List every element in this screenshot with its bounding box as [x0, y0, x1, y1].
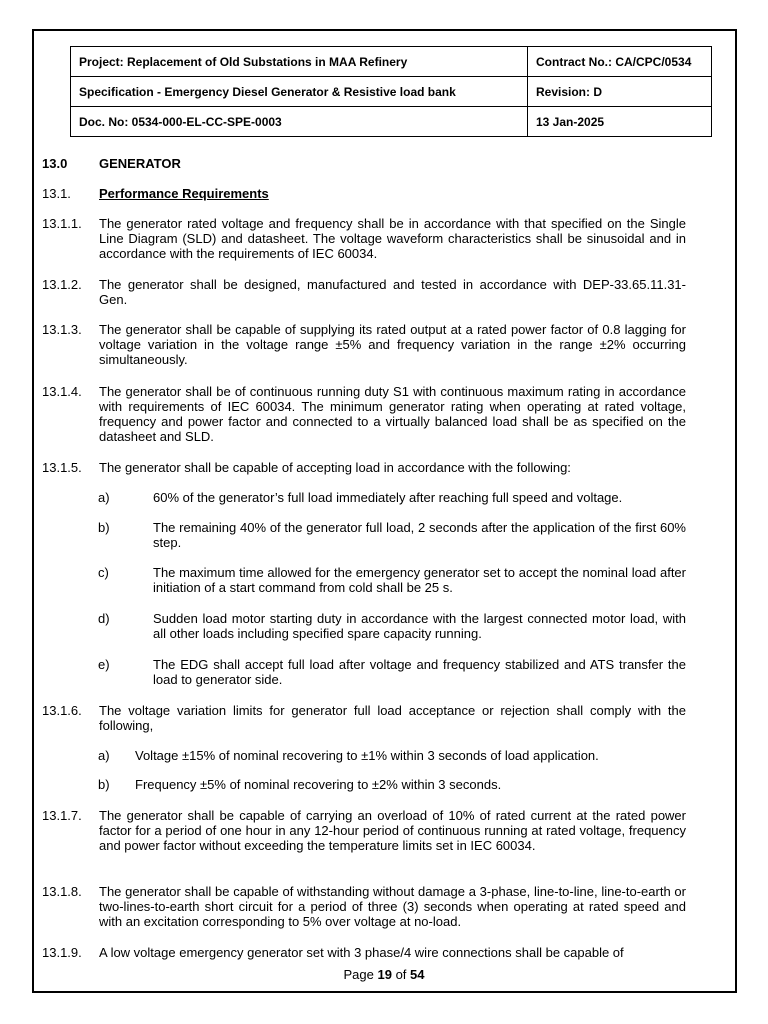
item-text: Voltage ±15% of nominal recovering to ±1% within 3 seconds of load application.	[135, 748, 599, 763]
load-item-a	[98, 490, 686, 505]
item-label: b)	[98, 520, 110, 535]
item-label: b)	[98, 777, 110, 792]
clause-text: The generator shall be capable of accepting load in accordance with the following:	[99, 460, 571, 475]
subsection-title: Performance Requirements	[99, 186, 269, 201]
load-item-b	[98, 520, 686, 550]
limit-item-b	[98, 777, 686, 792]
section-title: GENERATOR	[99, 156, 181, 171]
clause-13-1-6	[42, 703, 686, 733]
clause-number: 13.1.7.	[42, 808, 82, 823]
item-label: a)	[98, 748, 110, 763]
section-heading	[42, 156, 181, 171]
contract-cell: Contract No.: CA/CPC/0534	[528, 47, 712, 77]
specification-cell: Specification - Emergency Diesel Generator & Resistive load bank	[71, 77, 528, 107]
clause-text: The generator rated voltage and frequency shall be in accordance with that specified on the Single Line Diagram (SLD) and datasheet. The voltage waveform characteristics shall be sinusoidal and in accordance with the requirements of IEC 60034.	[99, 216, 686, 261]
item-text: Sudden load motor starting duty in accordance with the largest connected motor load, with all other loads including specified spare capacity running.	[153, 611, 686, 641]
section-number: 13.0	[42, 156, 68, 171]
clause-number: 13.1.3.	[42, 322, 82, 337]
item-text: 60% of the generator’s full load immediately after reaching full speed and voltage.	[153, 490, 623, 505]
clause-13-1-3	[42, 322, 686, 367]
limit-item-a	[98, 748, 686, 763]
clause-13-1-5	[42, 460, 686, 475]
doc-number-cell: Doc. No: 0534-000-EL-CC-SPE-0003	[71, 107, 528, 137]
of-word: of	[395, 967, 407, 982]
item-label: e)	[98, 657, 110, 672]
clause-number: 13.1.2.	[42, 277, 82, 292]
clause-number: 13.1.8.	[42, 884, 82, 899]
clause-text: The generator shall be designed, manufactured and tested in accordance with DEP-33.65.11.31- Gen.	[99, 277, 686, 307]
clause-13-1-1	[42, 216, 686, 261]
clause-number: 13.1.4.	[42, 384, 82, 399]
item-label: a)	[98, 490, 110, 505]
clause-number: 13.1.5.	[42, 460, 82, 475]
load-item-d	[98, 611, 686, 641]
clause-text: The generator shall be capable of supplying its rated output at a rated power factor of 0.8 lagging for voltage variation in the voltage range ±5% and frequency variation in the range ±2% occurring simultaneously.	[99, 322, 686, 367]
item-text: Frequency ±5% of nominal recovering to ±2% within 3 seconds.	[135, 777, 502, 792]
clause-13-1-8	[42, 884, 686, 929]
subsection-number: 13.1.	[42, 186, 71, 201]
item-text: The maximum time allowed for the emergency generator set to accept the nominal load after initiation of a start command from cold shall be 25 s.	[153, 565, 686, 595]
clause-13-1-9	[42, 945, 686, 960]
clause-13-1-4	[42, 384, 686, 444]
clause-text: The voltage variation limits for generator full load acceptance or rejection shall comply with the following,	[99, 703, 686, 733]
page-total: 54	[410, 967, 425, 982]
item-label: c)	[98, 565, 109, 580]
subsection-heading	[42, 186, 269, 201]
clause-text: The generator shall be of continuous running duty S1 with continuous maximum rating in accordance with requirements of IEC 60034. The minimum generator rating when operating at rated voltage, frequency and power factor and connected to a virtually balanced load shall be as specified on the datasheet and SLD.	[99, 384, 686, 444]
clause-text: A low voltage emergency generator set with 3 phase/4 wire connections shall be capable of	[99, 945, 624, 960]
clause-text: The generator shall be capable of carrying an overload of 10% of rated current at the rated power factor for a period of one hour in any 12-hour period of continuous running at rated voltage, frequency and power factor without exceeding the temperature limits set in IEC 60034.	[99, 808, 686, 853]
item-label: d)	[98, 611, 110, 626]
item-text: The EDG shall accept full load after voltage and frequency stabilized and ATS transfer the load to generator side.	[153, 657, 686, 687]
clause-13-1-2	[42, 277, 686, 307]
load-item-e	[98, 657, 686, 687]
load-item-c	[98, 565, 686, 595]
date-cell: 13 Jan-2025	[528, 107, 712, 137]
document-header-table	[70, 46, 712, 137]
clause-number: 13.1.1.	[42, 216, 82, 231]
clause-number: 13.1.6.	[42, 703, 82, 718]
project-cell: Project: Replacement of Old Substations in MAA Refinery	[71, 47, 528, 77]
clause-text: The generator shall be capable of withstanding without damage a 3-phase, line-to-line, line-to-earth or two-lines-to-earth short circuit for a period of three (3) seconds when operating at rated speed and with an excitation corresponding to 5% over voltage at no-load.	[99, 884, 686, 929]
clause-number: 13.1.9.	[42, 945, 82, 960]
clause-13-1-7	[42, 808, 686, 853]
page-word: Page	[343, 967, 374, 982]
page-footer	[0, 967, 768, 982]
page-current: 19	[377, 967, 392, 982]
item-text: The remaining 40% of the generator full load, 2 seconds after the application of the first 60% step.	[153, 520, 686, 550]
revision-cell: Revision: D	[528, 77, 712, 107]
